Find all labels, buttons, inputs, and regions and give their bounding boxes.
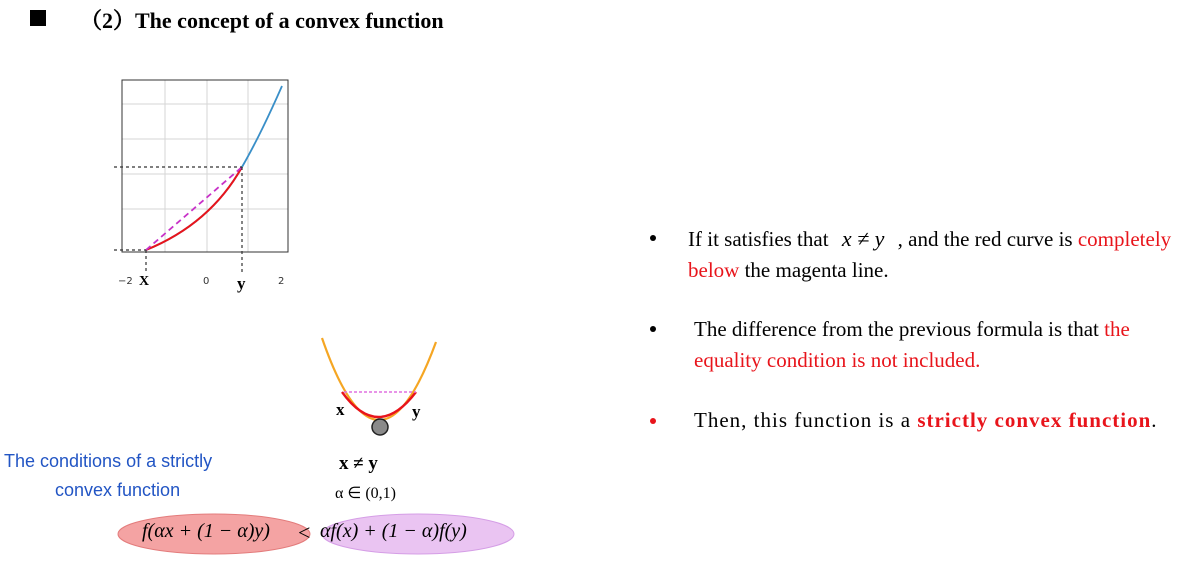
- convex-function-graph: [110, 74, 310, 294]
- title-square-icon: [30, 10, 46, 26]
- bullet-3: Then, this function is a strictly convex function.: [694, 408, 1158, 432]
- parabola-x-label: x: [336, 400, 345, 419]
- parabola-illustration: [300, 330, 460, 440]
- inequality-lhs: f(αx + (1 − α)y): [142, 520, 270, 542]
- bullet-1: If it satisfies that x ≠ y , and the red curve is completely below the magenta line.: [688, 226, 1172, 282]
- inequality-rhs: αf(x) + (1 − α)f(y): [320, 520, 467, 542]
- graph-x-label: X: [139, 274, 150, 289]
- conditions-caption-line1: The conditions of a strictly: [4, 451, 213, 471]
- graph-y-label: y: [237, 274, 246, 293]
- bullet-2: The difference from the previous formula is that the equality condition is not included.: [694, 317, 1130, 372]
- page-title: （2）The concept of a convex function: [80, 8, 444, 33]
- inequality-lt: <: [298, 520, 311, 545]
- tick-0: 0: [203, 276, 210, 287]
- parabola-y-label: y: [412, 402, 421, 421]
- alpha-range: α ∈ (0,1): [335, 485, 396, 502]
- bullet-dot-3: [650, 418, 656, 424]
- conditions-caption-line2: convex function: [55, 480, 181, 500]
- tick-2: 2: [278, 276, 285, 287]
- tick-neg2: −2: [118, 276, 133, 287]
- blue-convex-curve: [146, 86, 282, 250]
- neq-condition: x ≠ y: [339, 453, 378, 474]
- bullet-dot-1: [650, 235, 656, 241]
- bullet-dot-2: [650, 326, 656, 332]
- red-arc-segment: [342, 392, 416, 417]
- minimum-point: [372, 419, 388, 435]
